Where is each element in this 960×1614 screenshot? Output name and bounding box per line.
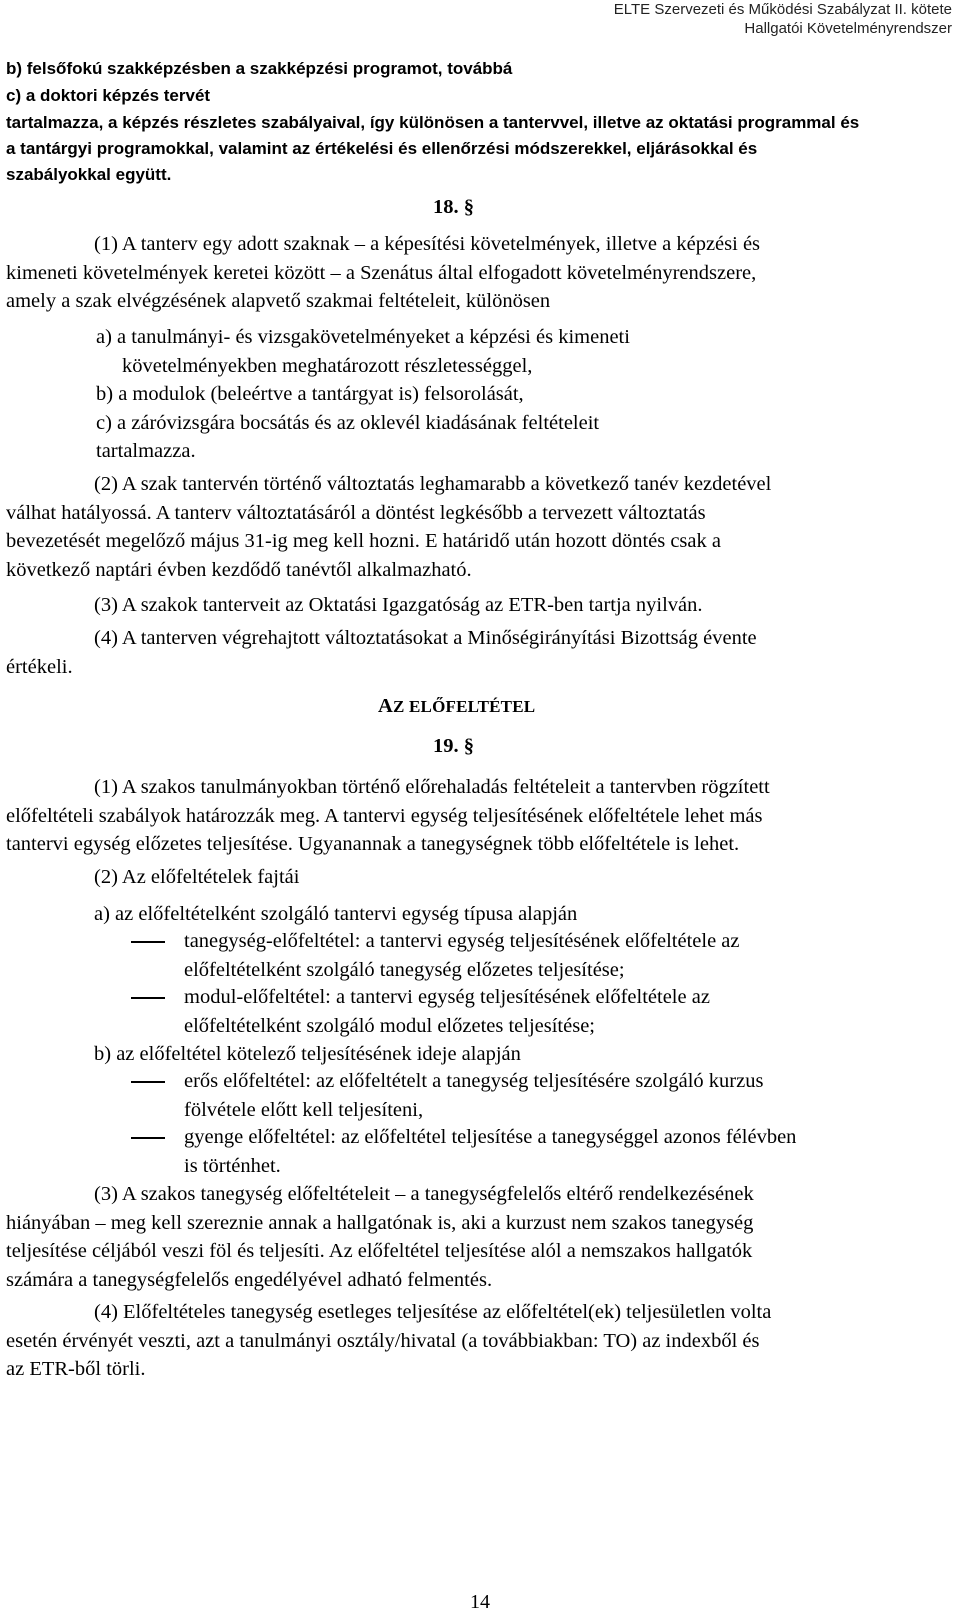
- intro-line: a tantárgyi programokkal, valamint az értékelési és ellenőrzési módszerekkel, eljárásokkal és: [6, 139, 758, 158]
- intro-line: szabályokkal együtt.: [6, 165, 172, 184]
- section-18-list: [96, 323, 928, 466]
- section-18-paragraph-1: [6, 230, 928, 316]
- text-line: válhat hatályossá. A tanterv változtatásáról a döntést legkésőbb a tervezett változtatás: [6, 501, 706, 524]
- dash-bullet: [131, 1137, 165, 1139]
- list-item-a2: [184, 983, 928, 1040]
- section-19-title: 19. §: [433, 735, 474, 757]
- text-line: hiányában – meg kell szereznie annak a hallgatónak is, aki a kurzust nem szakos tanegység: [6, 1211, 754, 1234]
- text-line: fölvétele előtt kell teljesíteni,: [184, 1098, 424, 1121]
- list-tail: tartalmazza.: [96, 440, 196, 462]
- intro-item-b: b) felsőfokú szakképzésben a szakképzési programot, továbbá: [6, 59, 513, 78]
- list-item-a1: [184, 927, 928, 984]
- text-line: amely a szak elvégzésének alapvető szakmai feltételeit, különösen: [6, 290, 551, 312]
- section-18-title: 18. §: [433, 196, 474, 218]
- list-item-a-line1: a) a tanulmányi- és vizsgakövetelményeket a képzési és kimeneti: [96, 326, 630, 348]
- running-header: [614, 0, 952, 38]
- section-19-paragraph-1: [6, 773, 928, 859]
- intro-paragraph: [6, 110, 928, 188]
- section-19-paragraph-2: (2) Az előfeltételek fajtái: [94, 866, 300, 888]
- text-line: is történhet.: [184, 1154, 281, 1177]
- section-18-paragraph-4: [6, 624, 928, 681]
- text-line: előfeltételként szolgáló modul előzetes teljesítése;: [184, 1014, 595, 1037]
- section-19-paragraph-4: [6, 1298, 928, 1384]
- list-item-b-heading: b) az előfeltétel kötelező teljesítésének ideje alapján: [94, 1043, 521, 1065]
- text-line: előfeltételi szabályok határozzák meg. A tantervi egység teljesítésének előfeltétele lehet más: [6, 804, 763, 827]
- heading-rest: Z ELŐFELTÉTEL: [393, 697, 536, 716]
- intro-item-c: c) a doktori képzés tervét: [6, 86, 211, 105]
- text-line: az ETR-ből törli.: [6, 1358, 146, 1380]
- header-subtitle: Hallgatói Követelményrendszer: [744, 20, 952, 37]
- dash-bullet: [131, 997, 165, 999]
- text-line: értékeli.: [6, 655, 73, 678]
- intro-line: tartalmazza, a képzés részletes szabályaival, így különösen a tantervvel, illetve az oktatási programmal és: [6, 113, 860, 132]
- text-line: bevezetését megelőző május 31-ig meg kell hozni. E határidő után hozott döntés csak a: [6, 530, 721, 552]
- text-line: tanegység-előfeltétel: a tantervi egység teljesítésének előfeltétele az: [184, 930, 740, 952]
- text-line: teljesítése céljából veszi föl és teljesíti. Az előfeltétel teljesítése alól a nemszakos hallgatók: [6, 1240, 753, 1262]
- list-item-b2: [184, 1123, 928, 1180]
- section-18-paragraph-2: [6, 470, 928, 584]
- text-line: tantervi egység előzetes teljesítése. Ugyanannak a tanegységnek több előfeltétele is lehet.: [6, 833, 740, 855]
- text-line: (1) A tanterv egy adott szaknak – a képesítési követelmények, illetve a képzési és: [94, 233, 761, 255]
- list-item-a-heading: a) az előfeltételként szolgáló tantervi egység típusa alapján: [94, 903, 578, 925]
- text-line: következő naptári évben kezdődő tanévtől alkalmazható.: [6, 558, 472, 581]
- text-line: esetén érvényét veszti, azt a tanulmányi osztály/hivatal (a továbbiakban: TO) az indexből és: [6, 1329, 760, 1352]
- page-number: 14: [470, 1591, 490, 1613]
- text-line: (4) Előfeltételes tanegység esetleges teljesítése az előfeltétel(ek) teljesületlen volta: [94, 1301, 772, 1323]
- list-item-c: c) a záróvizsgára bocsátás és az oklevél kiadásának feltételeit: [96, 411, 600, 434]
- text-line: (1) A szakos tanulmányokban történő előrehaladás feltételeit a tantervben rögzített: [94, 776, 770, 798]
- text-line: erős előfeltétel: az előfeltételt a tanegység teljesítésére szolgáló kurzus: [184, 1070, 764, 1092]
- dash-bullet: [131, 1081, 165, 1083]
- text-line: (2) A szak tantervén történő változtatás leghamarabb a következő tanév kezdetével: [94, 473, 772, 495]
- text-line: modul-előfeltétel: a tantervi egység teljesítésének előfeltétele az: [184, 986, 710, 1008]
- list-item-a-line2: követelményekben meghatározott részletességgel,: [122, 354, 533, 377]
- text-line: (4) A tanterven végrehajtott változtatásokat a Minőségirányítási Bizottság évente: [94, 627, 757, 649]
- header-title: ELTE Szervezeti és Működési Szabályzat II. kötete: [613, 1, 952, 18]
- heading-initial: A: [378, 695, 394, 717]
- text-line: előfeltételként szolgáló tanegység előzetes teljesítése;: [184, 958, 625, 981]
- dash-bullet: [131, 941, 165, 943]
- section-heading: [378, 693, 535, 720]
- text-line: kimeneti követelmények keretei között – a Szenátus által elfogadott követelményrendszere,: [6, 261, 757, 284]
- text-line: (3) A szakos tanegység előfeltételeit – a tanegységfelelős eltérő rendelkezésének: [94, 1183, 754, 1205]
- text-line: gyenge előfeltétel: az előfeltétel teljesítése a tanegységgel azonos félévben: [184, 1126, 797, 1148]
- list-item-b: b) a modulok (beleértve a tantárgyat is) felsorolását,: [96, 383, 524, 405]
- section-18-paragraph-3: (3) A szakok tanterveit az Oktatási Igazgatóság az ETR-ben tartja nyilván.: [94, 594, 703, 616]
- text-line: számára a tanegységfelelős engedélyével adható felmentés.: [6, 1268, 493, 1291]
- list-item-b1: [184, 1067, 928, 1124]
- section-19-paragraph-3: [6, 1180, 928, 1294]
